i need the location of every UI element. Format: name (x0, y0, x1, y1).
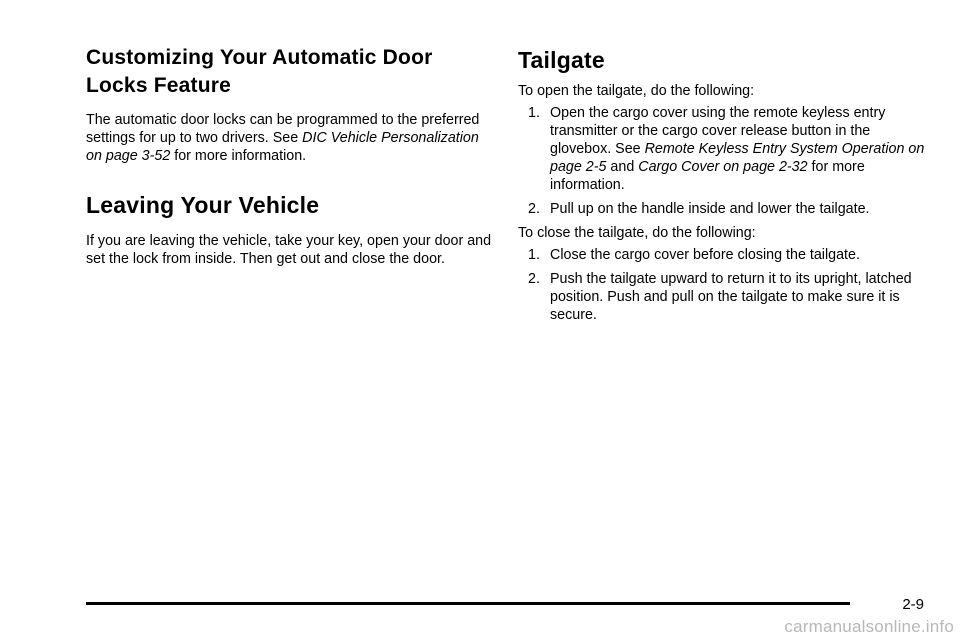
list-item (518, 200, 928, 218)
right-column (518, 42, 928, 330)
step-text-mid: and (606, 159, 639, 175)
step-text-end: for more information. (550, 159, 865, 193)
list-item (518, 246, 928, 264)
close-tailgate-intro: To close the tailgate, do the following: (518, 225, 756, 241)
step-text: Open the cargo cover using the remote keyless entry transmitter or the cargo cover release button in the glovebox. See (550, 105, 886, 157)
dic-personalization-reference: DIC Vehicle Personalization on page 3-52 (86, 130, 479, 164)
step-number: 1. (528, 105, 540, 121)
cargo-cover-reference: Cargo Cover on page 2-32 (638, 159, 808, 175)
leaving-paragraph: If you are leaving the vehicle, take your key, open your door and set the lock from inside. Then get out and close the door. (86, 233, 492, 267)
footer-divider (86, 602, 850, 605)
left-column (86, 42, 496, 268)
remote-keyless-entry-reference: Remote Keyless Entry System Operation on page 2-5 (550, 141, 925, 175)
open-tailgate-steps (518, 104, 928, 218)
customizing-text-end: for more information. (170, 148, 307, 164)
step-text: Close the cargo cover before closing the tailgate. (550, 247, 860, 263)
tailgate-heading: Tailgate (518, 47, 605, 73)
close-tailgate-steps (518, 246, 928, 324)
step-text: Push the tailgate upward to return it to its upright, latched position. Push and pull on the tailgate to make sure it is secure. (550, 271, 912, 323)
step-number: 1. (528, 247, 540, 263)
customizing-paragraph (86, 111, 496, 165)
open-tailgate-intro: To open the tailgate, do the following: (518, 83, 755, 99)
page-number: 2-9 (902, 596, 924, 613)
step-text: Pull up on the handle inside and lower the tailgate. (550, 201, 870, 217)
customizing-heading: Customizing Your Automatic Door Locks Feature (86, 46, 433, 97)
watermark-text: carmanualsonline.info (784, 617, 954, 636)
list-item (518, 270, 928, 324)
list-item (518, 104, 928, 194)
step-number: 2. (528, 271, 540, 287)
step-number: 2. (528, 201, 540, 217)
customizing-text: The automatic door locks can be programmed to the preferred settings for up to two drivers. See (86, 112, 480, 146)
leaving-heading: Leaving Your Vehicle (86, 192, 320, 218)
